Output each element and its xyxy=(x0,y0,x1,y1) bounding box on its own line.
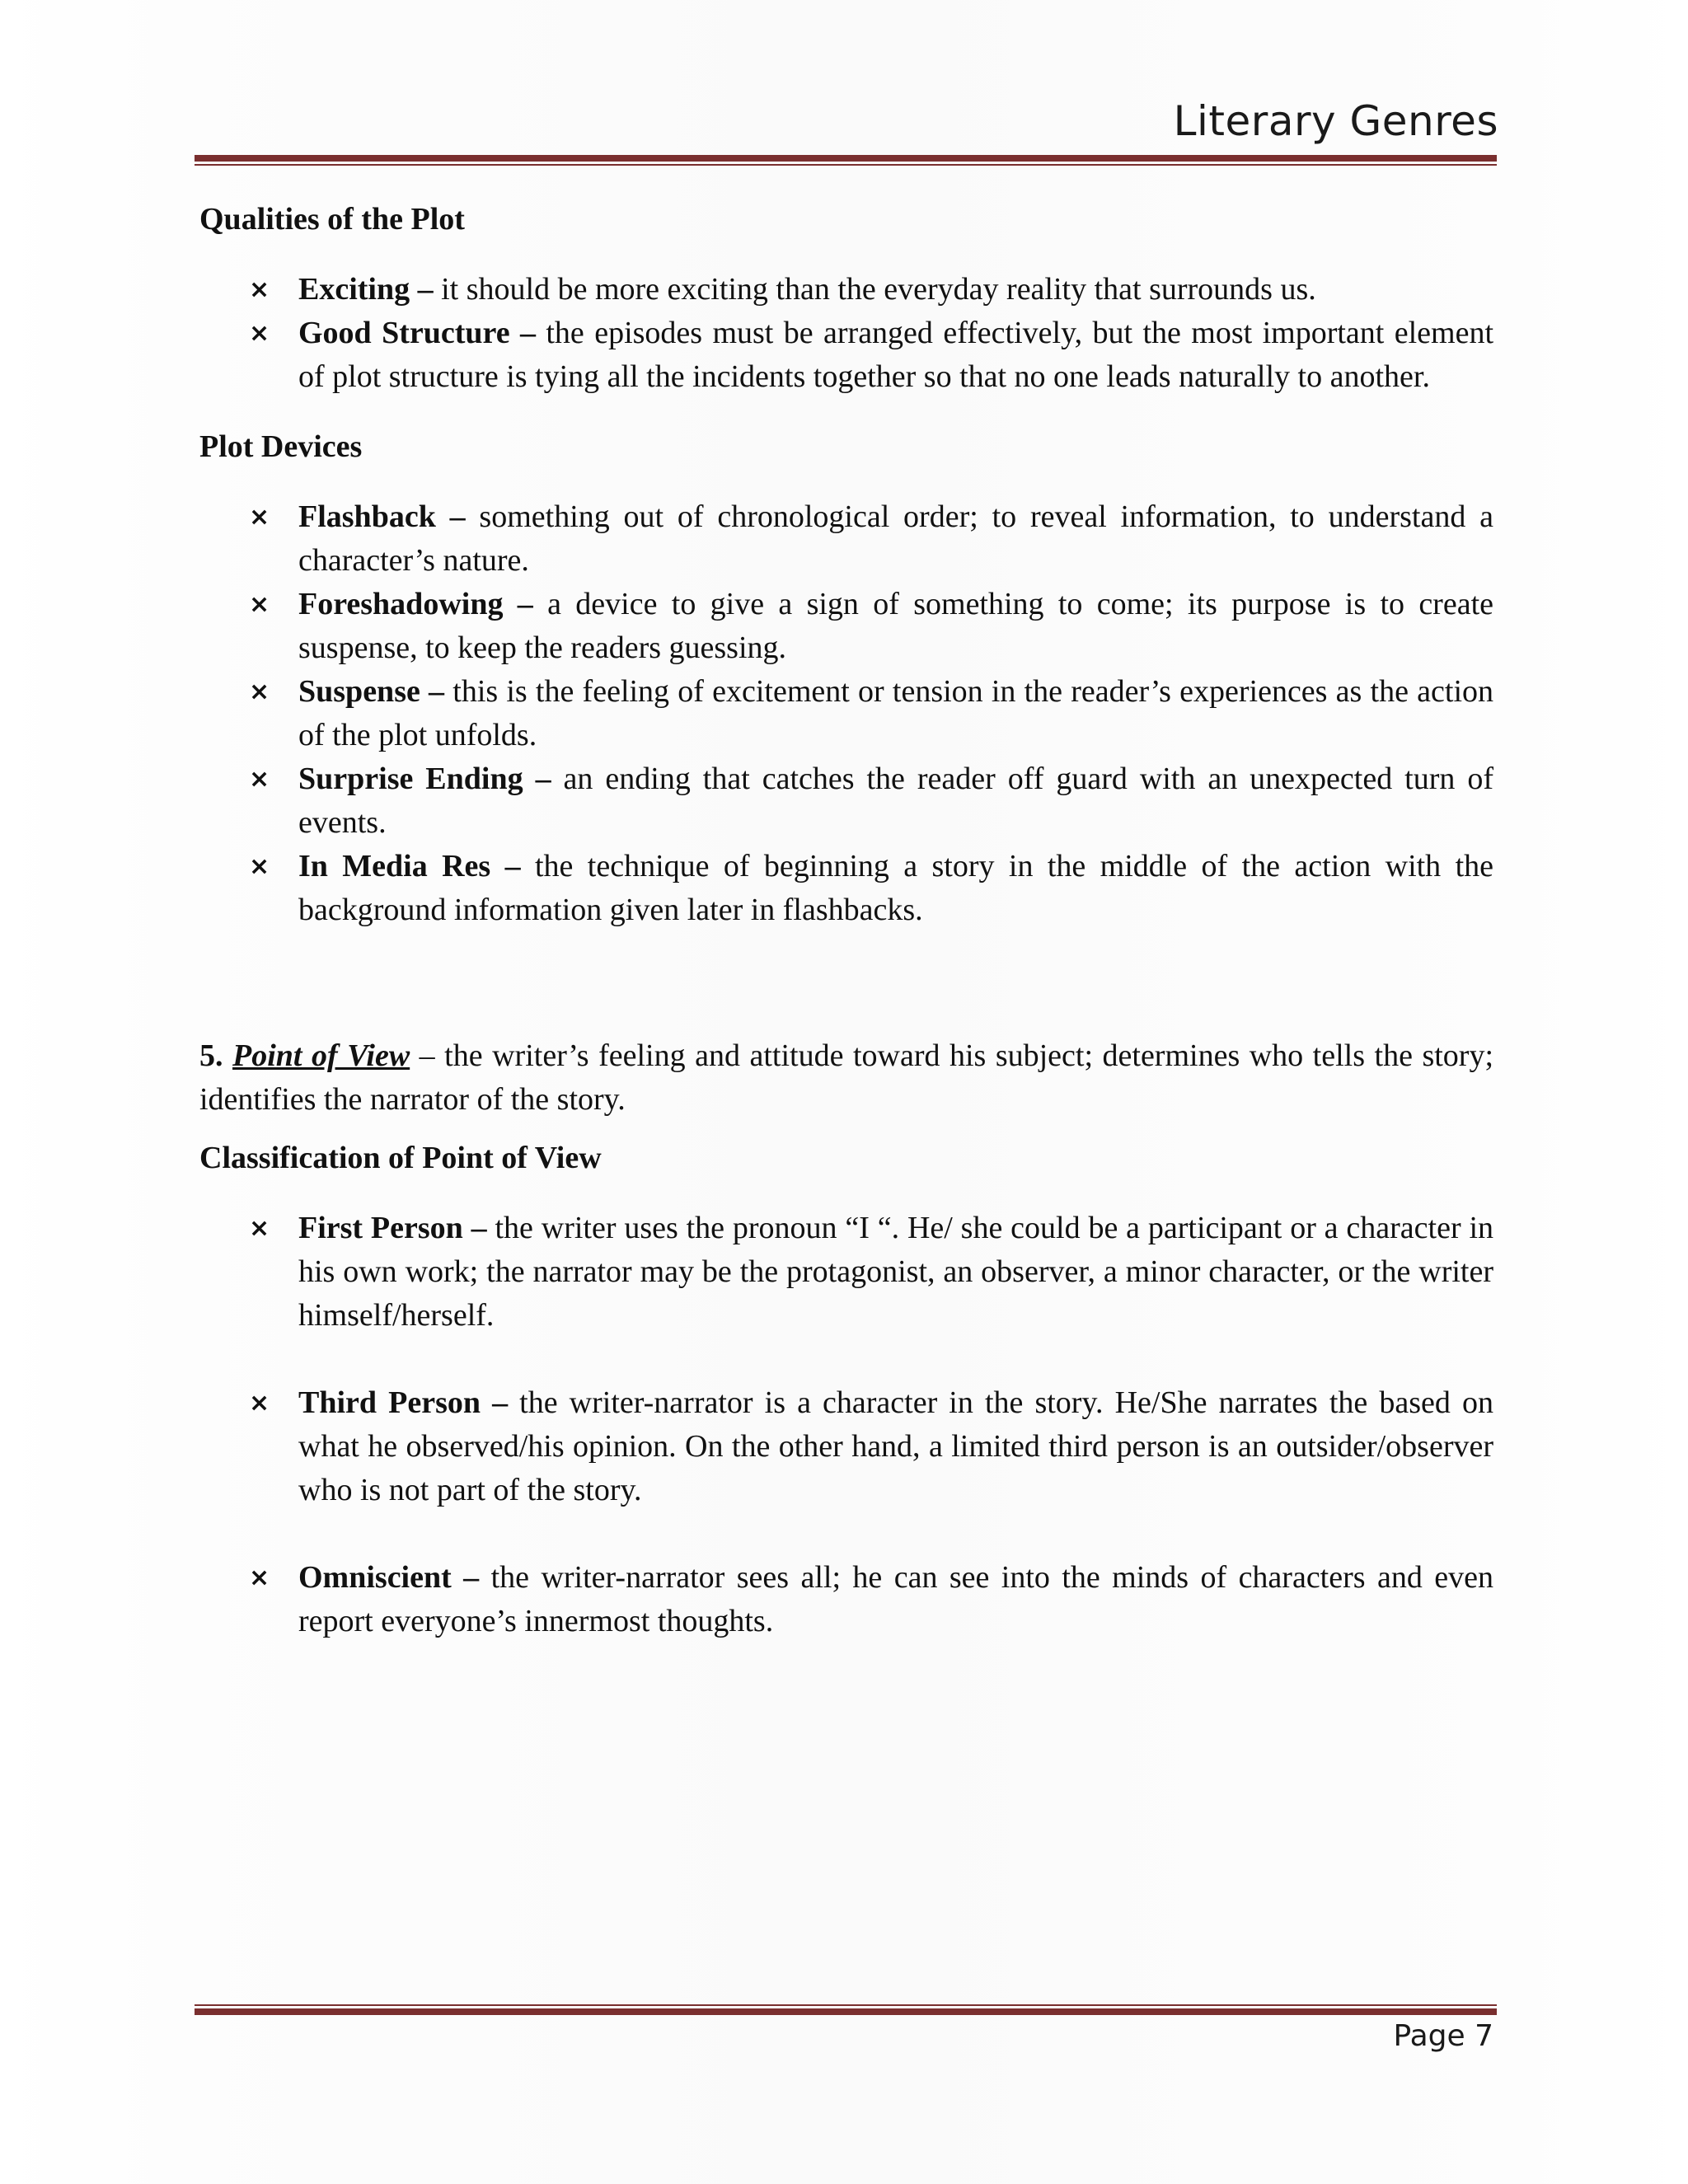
cross-bullet-icon: × xyxy=(249,275,270,304)
list-item: × In Media Res – the technique of beginning a story in the middle of the action with the background information given later in flashbacks. xyxy=(199,845,1493,932)
list-item: × Flashback – something out of chronological order; to reveal information, to understand a character’s nature. xyxy=(199,495,1493,583)
cross-bullet-icon: × xyxy=(249,677,270,706)
cross-bullet-icon: × xyxy=(249,319,270,348)
list-item: × Suspense – this is the feeling of excitement or tension in the reader’s experiences as the action of the plot unfolds. xyxy=(199,670,1493,757)
cross-bullet-icon: × xyxy=(249,1214,270,1243)
list-item: × Omniscient – the writer-narrator sees all; he can see into the minds of characters and even report everyone’s innermost thoughts. xyxy=(199,1556,1493,1643)
page-number: Page 7 xyxy=(1393,2019,1493,2053)
qualities-list xyxy=(199,268,1493,399)
classification-heading: Classification of Point of View xyxy=(199,1141,602,1175)
cross-bullet-icon: × xyxy=(249,1563,270,1592)
list-item: × Foreshadowing – a device to give a sign of something to come; its purpose is to create suspense, to keep the readers guessing. xyxy=(199,583,1493,670)
qualities-heading: Qualities of the Plot xyxy=(199,202,465,237)
footer-rule xyxy=(195,2004,1497,2015)
devices-list xyxy=(199,495,1493,932)
point-of-view-definition: 5. Point of View – the writer’s feeling and attitude toward his subject; determines who tells the story; identifies the narrator of the story. xyxy=(199,1038,1494,1117)
list-item: × Exciting – it should be more exciting than the everyday reality that surrounds us. xyxy=(199,268,1493,312)
list-item: × Surprise Ending – an ending that catches the reader off guard with an unexpected turn of events. xyxy=(199,757,1493,845)
list-item: × First Person – the writer uses the pronoun “I “. He/ she could be a participant or a character in his own work; the narrator may be the protagonist, an observer, a minor character, or the writer himself/herself. xyxy=(199,1207,1493,1338)
cross-bullet-icon: × xyxy=(249,590,270,619)
list-item: × Third Person – the writer-narrator is a character in the story. He/She narrates the based on what he observed/his opinion. On the other hand, a limited third person is an outsider/observer who is not part of the story. xyxy=(199,1381,1493,1512)
classification-list xyxy=(199,1207,1493,1643)
header-title: Literary Genres xyxy=(1173,97,1498,145)
cross-bullet-icon: × xyxy=(249,503,270,532)
cross-bullet-icon: × xyxy=(249,852,270,881)
devices-heading: Plot Devices xyxy=(199,429,363,464)
cross-bullet-icon: × xyxy=(249,765,270,794)
cross-bullet-icon: × xyxy=(249,1389,270,1418)
page-content xyxy=(199,198,1493,1643)
point-of-view-term: Point of View xyxy=(232,1038,410,1073)
header-rule xyxy=(195,155,1497,166)
list-item: × Good Structure – the episodes must be arranged effectively, but the most important element of plot structure is tying all the incidents together so that no one leads naturally to another. xyxy=(199,312,1493,399)
